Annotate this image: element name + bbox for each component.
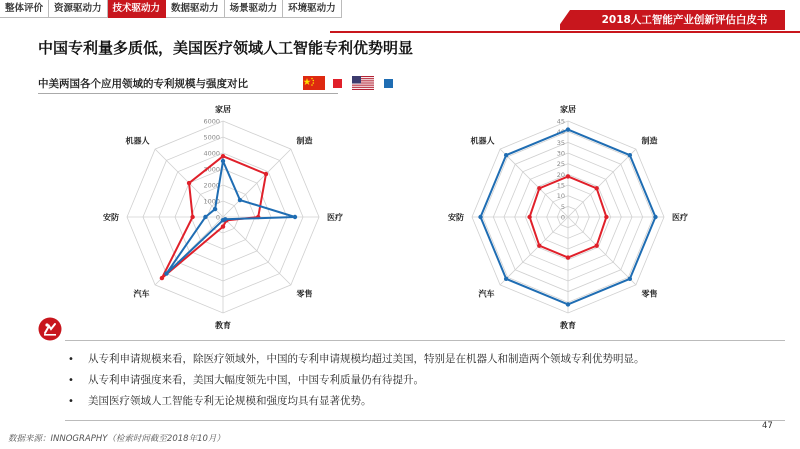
china-data-point <box>566 255 570 259</box>
category-label: 家居 <box>215 105 231 114</box>
conclusion-divider <box>65 340 785 341</box>
category-label: 家居 <box>560 105 576 114</box>
china-data-point <box>537 243 541 247</box>
tick-label: 1000 <box>203 197 220 206</box>
tick-label: 0 <box>560 213 565 222</box>
usa-data-point <box>221 159 225 163</box>
chart-legend <box>303 76 393 90</box>
tick-label: 15 <box>556 181 565 190</box>
report-banner <box>560 10 785 30</box>
usa-data-point <box>504 153 508 157</box>
page-number: 47 <box>762 421 773 431</box>
tick-label: 4000 <box>203 149 220 158</box>
tick-label: 25 <box>556 160 565 169</box>
category-label: 教育 <box>560 321 576 330</box>
category-label: 机器人 <box>125 136 150 146</box>
tick-label: 6000 <box>203 117 220 126</box>
category-label: 制造 <box>296 136 313 146</box>
insight-icon <box>38 317 62 341</box>
header-divider <box>330 31 800 33</box>
china-swatch <box>333 79 342 88</box>
tick-label: 0 <box>215 213 220 222</box>
page-title: 中国专利量多质低，美国医疗领域人工智能专利优势明显 <box>38 39 414 57</box>
tick-label: 35 <box>556 138 565 147</box>
category-label: 零售 <box>296 289 313 299</box>
data-source: 数据来源：INNOGRAPHY（检索时间截至2018年10月） <box>8 434 225 444</box>
china-data-point <box>594 186 598 190</box>
china-data-point <box>264 172 268 176</box>
usa-data-point <box>504 277 508 281</box>
tick-label: 10 <box>556 192 565 201</box>
category-label: 零售 <box>641 289 658 299</box>
list-item: • 从专利申请规模来看，除医疗领域外，中国的专利申请规模均超过美国，特别是在机器人和制造两个领域专利优势明显。 <box>68 353 645 365</box>
category-label: 制造 <box>641 136 658 146</box>
category-label: 教育 <box>215 321 231 330</box>
category-label: 汽车 <box>478 289 495 299</box>
tab-environment[interactable]: 环境驱动力 <box>283 0 342 18</box>
usa-data-point <box>478 215 482 219</box>
tick-label: 5 <box>560 202 565 211</box>
subtitle-underline <box>38 93 338 94</box>
us-flag-icon <box>352 76 374 90</box>
tick-label: 5000 <box>203 133 220 142</box>
tab-scenario[interactable]: 场景驱动力 <box>225 0 284 18</box>
china-data-point <box>537 186 541 190</box>
scale-radar-chart <box>98 105 348 330</box>
chart-subtitle: 中美两国各个应用领域的专利规模与强度对比 <box>38 78 248 90</box>
usa-data-point <box>164 271 168 275</box>
usa-data-point <box>238 198 242 202</box>
top-nav <box>0 0 342 18</box>
china-data-point <box>566 174 570 178</box>
china-data-point <box>604 215 608 219</box>
list-item: • 美国医疗领域人工智能专利无论规模和强度均具有显著优势。 <box>68 395 372 407</box>
china-data-point <box>160 276 164 280</box>
tick-label: 45 <box>556 117 565 126</box>
usa-data-point <box>566 302 570 306</box>
tab-data[interactable]: 数据驱动力 <box>166 0 225 18</box>
china-data-point <box>187 181 191 185</box>
usa-data-point <box>566 127 570 131</box>
footer-divider <box>65 420 785 421</box>
category-label: 安防 <box>448 213 464 222</box>
banner-title: 2018人工智能产业创新评估白皮书 <box>601 14 768 26</box>
usa-data-point <box>293 215 297 219</box>
usa-data-point <box>221 218 225 222</box>
tab-resource[interactable]: 资源驱动力 <box>49 0 108 18</box>
list-item: • 从专利申请强度来看，美国大幅度领先中国，中国专利质量仍有待提升。 <box>68 374 424 386</box>
tick-label: 20 <box>556 170 565 179</box>
usa-data-point <box>213 207 217 211</box>
category-label: 医疗 <box>672 213 688 222</box>
china-data-point <box>221 154 225 158</box>
china-data-point <box>594 243 598 247</box>
category-label: 汽车 <box>133 289 150 299</box>
tick-label: 2000 <box>203 181 220 190</box>
category-label: 医疗 <box>327 213 343 222</box>
tick-label: 40 <box>556 128 565 137</box>
category-label: 安防 <box>103 213 119 222</box>
conclusion-list <box>68 349 645 412</box>
tab-technology[interactable]: 技术驱动力 <box>108 0 167 18</box>
usa-swatch <box>384 79 393 88</box>
usa-data-point <box>628 277 632 281</box>
usa-data-point <box>628 153 632 157</box>
tick-label: 30 <box>556 149 565 158</box>
tick-label: 3000 <box>203 165 220 174</box>
usa-data-point <box>203 215 207 219</box>
tab-overall[interactable]: 整体评价 <box>0 0 49 18</box>
intensity-radar-chart <box>443 105 693 330</box>
china-data-point <box>221 224 225 228</box>
china-data-point <box>190 215 194 219</box>
china-flag-icon <box>303 76 325 90</box>
grid-spoke <box>223 217 291 285</box>
china-data-point <box>527 215 531 219</box>
usa-data-point <box>653 215 657 219</box>
category-label: 机器人 <box>470 136 495 146</box>
